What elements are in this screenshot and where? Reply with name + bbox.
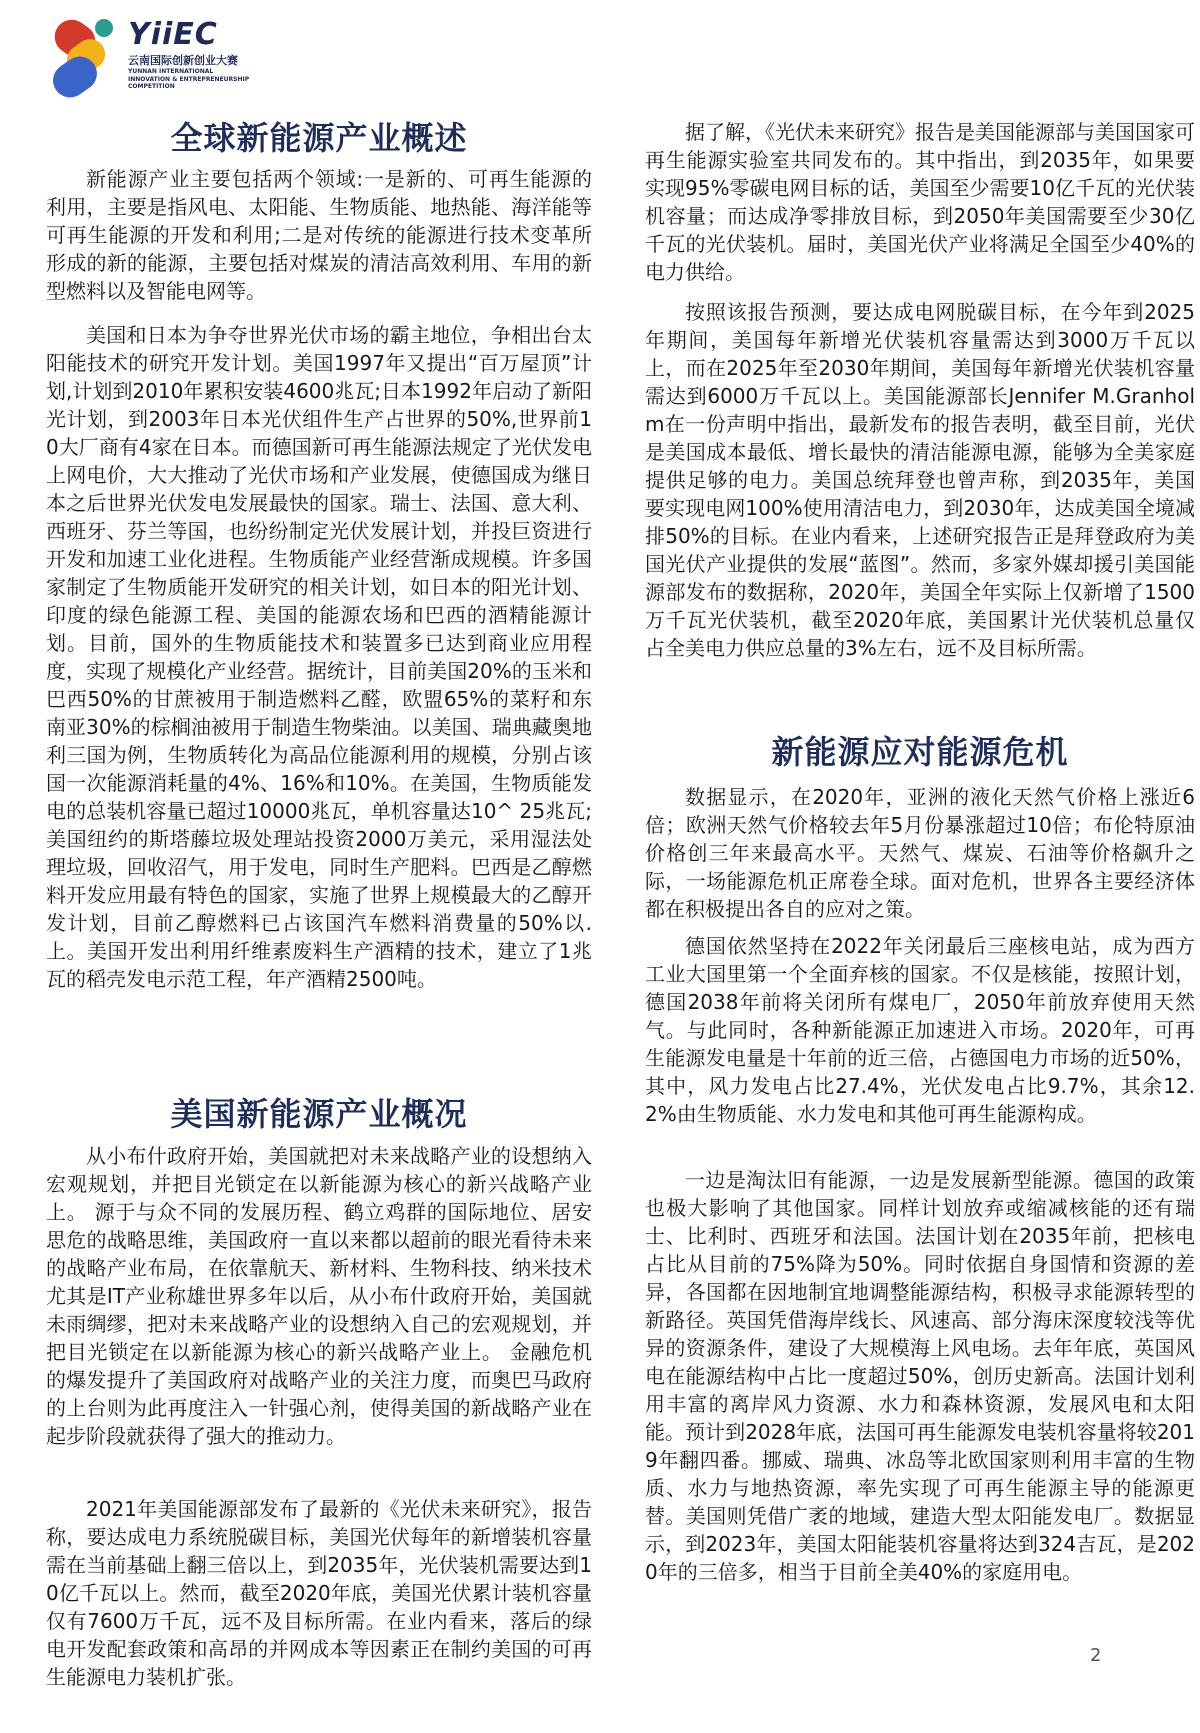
logo-english-line: YUNNAN INTERNATIONAL: [128, 68, 214, 75]
logo-mark-icon: [48, 16, 128, 100]
paragraph: 美国和日本为争夺世界光伏市场的霸主地位，争相出台太阳能技术的研究开发计划。美国1997年又提出“百万屋顶”计划,计划到2010年累积安装4600兆瓦;日本1992年启动了新阳光计划，到2003年日本光伏组件生产占世界的50%,世界前10大厂商有4家在日本。而德国新可再生能源法规定了光伏发电上网电价，大大推动了光伏市场和产业发展，使德国成为继日本之后世界光伏发电发展最快的国家。瑞士、法国、意大利、西班牙、芬兰等国，也纷纷制定光伏发展计划，并投巨资进行开发和加速工业化进程。生物质能产业经营渐成规模。许多国家制定了生物质能开发研究的相关计划，如日本的阳光计划、印度的绿色能源工程、美国的能源农场和巴西的酒精能源计划。目前，国外的生物质能技术和装置多已达到商业应用程度，实现了规模化产业经营。据统计，目前美国20%的玉米和巴西50%的甘蔗被用于制造燃料乙醛，欧盟65%的菜籽和东南亚30%的棕榈油被用于制造生物柴油。以美国、瑞典藏奥地利三国为例，生物质转化为高品位能源利用的规模，分别占该国一次能源消耗量的4%、16%和10%。在美国，生物质能发电的总装机容量已超过10000兆瓦，单机容量达10^ 25兆瓦;美国纽约的斯塔藤垃圾处理站投资2000万美元，采用湿法处理垃圾，回收沼气，用于发电，同时生产肥料。巴西是乙醇燃料开发应用最有特色的国家，实施了世界上规模最大的乙醇开发计划，目前乙醇燃料已占该国汽车燃料消费量的50%以.上。美国开发出利用纤维素废料生产酒精的技术，建立了1兆瓦的稻壳发电示范工程，年产酒精2500吨。: [46, 323, 592, 991]
paragraph: 据了解，《光伏未来研究》报告是美国能源部与美国国家可再生能源实验室共同发布的。其中指出，到2035年，如果要实现95%零碳电网目标的话，美国至少需要10亿千瓦的光伏装机容量；而达成净零排放目标，到2050年美国需要至少30亿千瓦的光伏装机。届时，美国光伏产业将满足全国至少40%的电力供给。: [645, 120, 1195, 284]
section-title-global: 全球新能源产业概述: [170, 119, 468, 157]
logo-chinese-name: 云南国际创新创业大赛: [128, 54, 238, 67]
page-number: 2: [1090, 1645, 1102, 1666]
paragraph: 从小布什政府开始，美国就把对未来战略产业的设想纳入宏观规划，并把目光锁定在以新能源为核心的新兴战略产业上。 源于与众不同的发展历程、鹤立鸡群的国际地位、居安思危的战略思维，美国政府一直以来都以超前的眼光看待未来的战略产业布局，在依靠航天、新材料、生物科技、纳米技术尤其是IT产业称雄世界多年以后，从小布什政府开始，美国就未雨绸缪，把对未来战略产业的设想纳入自己的宏观规划，并把目光锁定在以新能源为核心的新兴战略产业上。 金融危机的爆发提升了美国政府对战略产业的关注力度，而奥巴马政府的上台则为此再度注入一针强心剂，使得美国的新战略产业在起步阶段就获得了强大的推动力。: [46, 1144, 592, 1448]
paragraph: 按照该报告预测，要达成电网脱碳目标，在今年到2025年期间，美国每年新增光伏装机容量需达到3000万千瓦以上，而在2025年至2030年期间，美国每年新增光伏装机容量需达到6000万千瓦以上。美国能源部长Jennifer M.Granholm在一份声明中指出，最新发布的报告表明，截至目前，光伏是美国成本最低、增长最快的清洁能源电源，能够为全美家庭提供足够的电力。美国总统拜登也曾声称，到2035年，美国要实现电网100%使用清洁电力，到2030年，达成美国全境减排50%的目标。在业内看来，上述研究报告正是拜登政府为美国光伏产业提供的发展“蓝图”。然而，多家外媒却援引美国能源部发布的数据称，2020年，美国全年实际上仅新增了1500万千瓦光伏装机，截至2020年底，美国累计光伏装机总量仅占全美电力供应总量的3%左右，远不及目标所需。: [645, 300, 1195, 660]
paragraph: 数据显示，在2020年，亚洲的液化天然气价格上涨近6倍；欧洲天然气价格较去年5月份暴涨超过10倍；布伦特原油价格创三年来最高水平。天然气、煤炭、石油等价格飙升之际，一场能源危机正席卷全球。面对危机，世界各主要经济体都在积极提出各自的应对之策。: [645, 785, 1195, 921]
logo-english-line: COMPETITION: [128, 83, 175, 90]
logo-wordmark: YiiEC: [128, 17, 218, 52]
section-title-usa: 美国新能源产业概况: [170, 1095, 468, 1133]
paragraph: 一边是淘汰旧有能源，一边是发展新型能源。德国的政策也极大影响了其他国家。同样计划放弃或缩减核能的还有瑞士、比利时、西班牙和法国。法国计划在2035年前，把核电占比从目前的75%降为50%。同时依据自身国情和资源的差异，各国都在因地制宜地调整能源结构，积极寻求能源转型的新路径。英国凭借海岸线长、风速高、部分海床深度较浅等优异的资源条件，建设了大规模海上风电场。去年年底，英国风电在能源结构中占比一度超过50%，创历史新高。法国计划利用丰富的离岸风力资源、水力和森林资源，发展风电和太阳能。预计到2028年底，法国可再生能源发电装机容量将较2019年翻四番。挪威、瑞典、冰岛等北欧国家则利用丰富的生物质、水力与地热资源，率先实现了可再生能源主导的能源更替。美国则凭借广袤的地域，建造大型太阳能发电厂。数据显示，到2023年，美国太阳能装机容量将达到324吉瓦，是2020年的三倍多，相当于目前全美40%的家庭用电。: [645, 1168, 1195, 1584]
paragraph: 德国依然坚持在2022年关闭最后三座核电站，成为西方工业大国里第一个全面弃核的国家。不仅是核能，按照计划，德国2038年前将关闭所有煤电厂，2050年前放弃使用天然气。与此同时，各种新能源正加速进入市场。2020年，可再生能源发电量是十年前的近三倍，占德国电力市场的近50%，其中，风力发电占比27.4%，光伏发电占比9.7%，其余12.2%由生物质能、水力发电和其他可再生能源构成。: [645, 934, 1195, 1126]
logo-english-line: INNOVATION & ENTREPRENEURSHIP: [128, 75, 250, 83]
paragraph: 2021年美国能源部发布了最新的《光伏未来研究》，报告称，要达成电力系统脱碳目标，美国光伏每年的新增装机容量需在当前基础上翻三倍以上，到2035年，光伏装机需要达到10亿千瓦以上。然而，截至2020年底，美国光伏累计装机容量仅有7600万千瓦，远不及目标所需。在业内看来，落后的绿电开发配套政策和高昂的并网成本等因素正在制约美国的可再生能源电力装机扩张。: [46, 1497, 592, 1689]
logo: [48, 16, 278, 100]
paragraph: 新能源产业主要包括两个领域:一是新的、可再生能源的利用，主要是指风电、太阳能、生物质能、地热能、海洋能等可再生能源的开发和利用;二是对传统的能源进行技术变革所形成的新的能源，主要包括对煤炭的清洁高效利用、车用的新型燃料以及智能电网等。: [46, 167, 592, 303]
section-title-crisis: 新能源应对能源危机: [771, 733, 1069, 771]
